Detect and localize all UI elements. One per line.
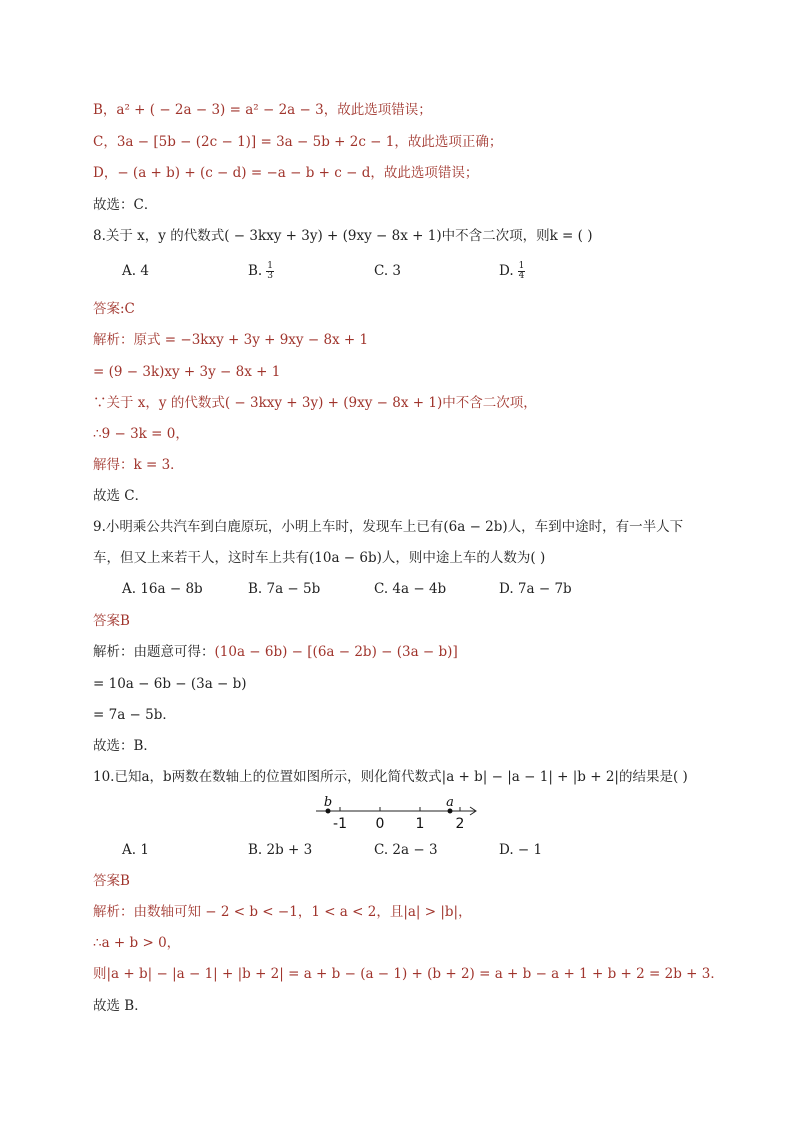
q10-solution-line-2: ∴a + b > 0，	[93, 935, 181, 951]
q7-choice: 故选：C．	[93, 197, 158, 213]
q9-solution-label: 解析：由题意可得：	[93, 644, 215, 660]
number-line-point-label-a: a	[446, 795, 454, 810]
number-line-figure	[312, 795, 484, 833]
q8-option-d-fraction	[518, 262, 526, 281]
q7-option-c-analysis: C，3a − [5b − (2c − 1)] = 3a − 5b + 2c − 1，故此选项正确；	[93, 134, 503, 150]
q8-solution-line-1: 解析：原式 = −3kxy + 3y + 9xy − 8x + 1	[93, 332, 369, 348]
q9-stem-line-1: 9.小明乘公共汽车到白鹿原玩，小明上车时，发现车上已有(6a − 2b)人，车到中途时，有一半人下	[93, 519, 684, 535]
q9-solution-line-3: = 7a − 5b．	[93, 707, 176, 723]
q10-choice: 故选 B．	[93, 998, 148, 1014]
q8-option-a: A. 4	[122, 263, 149, 279]
number-line-point-label-b: b	[323, 795, 333, 810]
q7-option-b-analysis: B，a² + ( − 2a − 3) = a² − 2a − 3，故此选项错误；	[93, 102, 432, 118]
q9-solution-line-2: = 10a − 6b − (3a − b)	[93, 676, 247, 692]
q8-stem: 8.关于 x，y 的代数式( − 3kxy + 3y) + (9xy − 8x + 1)中不含二次项，则k = ( )	[93, 228, 593, 244]
q8-answer: 答案:C	[93, 301, 135, 317]
q9-options	[0, 580, 794, 600]
q10-options	[0, 841, 794, 861]
q10-stem: 10.已知a，b两数在数轴上的位置如图所示，则化简代数式|a + b| − |a − 1| + |b + 2|的结果是( )	[93, 769, 688, 785]
q10-option-d: D. − 1	[499, 842, 543, 858]
q9-solution-expression: (10a − 6b) − [(6a − 2b) − (3a − b)]	[214, 644, 458, 660]
q9-answer: 答案B	[93, 613, 130, 629]
q9-stem-line-2: 车，但又上来若干人，这时车上共有(10a − 6b)人，则中途上车的人数为( )	[93, 550, 546, 566]
q10-solution-line-3: 则|a + b| − |a − 1| + |b + 2| = a + b − (a − 1) + (b + 2) = a + b − a + 1 + b + 2 = 2b + 3．	[93, 966, 724, 982]
q9-solution-line-1	[93, 643, 458, 661]
q8-option-b-prefix: B.	[248, 263, 263, 279]
fraction-numerator: 1	[518, 261, 525, 271]
q10-option-a: A. 1	[122, 842, 149, 858]
q9-choice: 故选：B．	[93, 738, 157, 754]
number-line-tick-label: 0	[375, 816, 385, 832]
q10-solution-line-1: 解析：由数轴可知 − 2 < b < −1，1 < a < 2，且|a| > |b|，	[93, 904, 472, 920]
q9-option-d: D. 7a − 7b	[499, 581, 572, 597]
q9-option-b: B. 7a − 5b	[248, 581, 321, 597]
number-line-tick-label: -1	[333, 816, 347, 832]
fraction-denominator: 4	[518, 271, 525, 281]
q9-option-c: C. 4a − 4b	[374, 581, 447, 597]
number-line-tick-label: 1	[415, 816, 425, 832]
q8-option-b-fraction	[266, 262, 274, 281]
q8-solution-line-5: 解得：k = 3．	[93, 457, 184, 473]
q8-option-b	[248, 262, 274, 281]
q8-choice: 故选 C．	[93, 488, 149, 504]
q8-options	[0, 262, 794, 282]
q8-solution-line-3: ∵关于 x，y 的代数式( − 3kxy + 3y) + (9xy − 8x + 1)中不含二次项，	[93, 395, 537, 411]
q7-option-d-analysis: D，− (a + b) + (c − d) = −a − b + c − d，故此选项错误；	[93, 165, 479, 181]
number-line-tick-label: 2	[455, 816, 465, 832]
q10-answer: 答案B	[93, 873, 130, 889]
q8-option-d	[499, 262, 525, 281]
q8-option-d-prefix: D.	[499, 263, 514, 279]
q10-option-c: C. 2a − 3	[374, 842, 438, 858]
fraction-numerator: 1	[267, 261, 273, 271]
q9-option-a: A. 16a − 8b	[122, 581, 203, 597]
q8-option-c: C. 3	[374, 263, 402, 279]
q8-solution-line-2: = (9 − 3k)xy + 3y − 8x + 1	[93, 364, 281, 380]
q8-solution-line-4: ∴9 − 3k = 0，	[93, 426, 189, 442]
fraction-denominator: 3	[267, 271, 273, 281]
q10-option-b: B. 2b + 3	[248, 842, 313, 858]
